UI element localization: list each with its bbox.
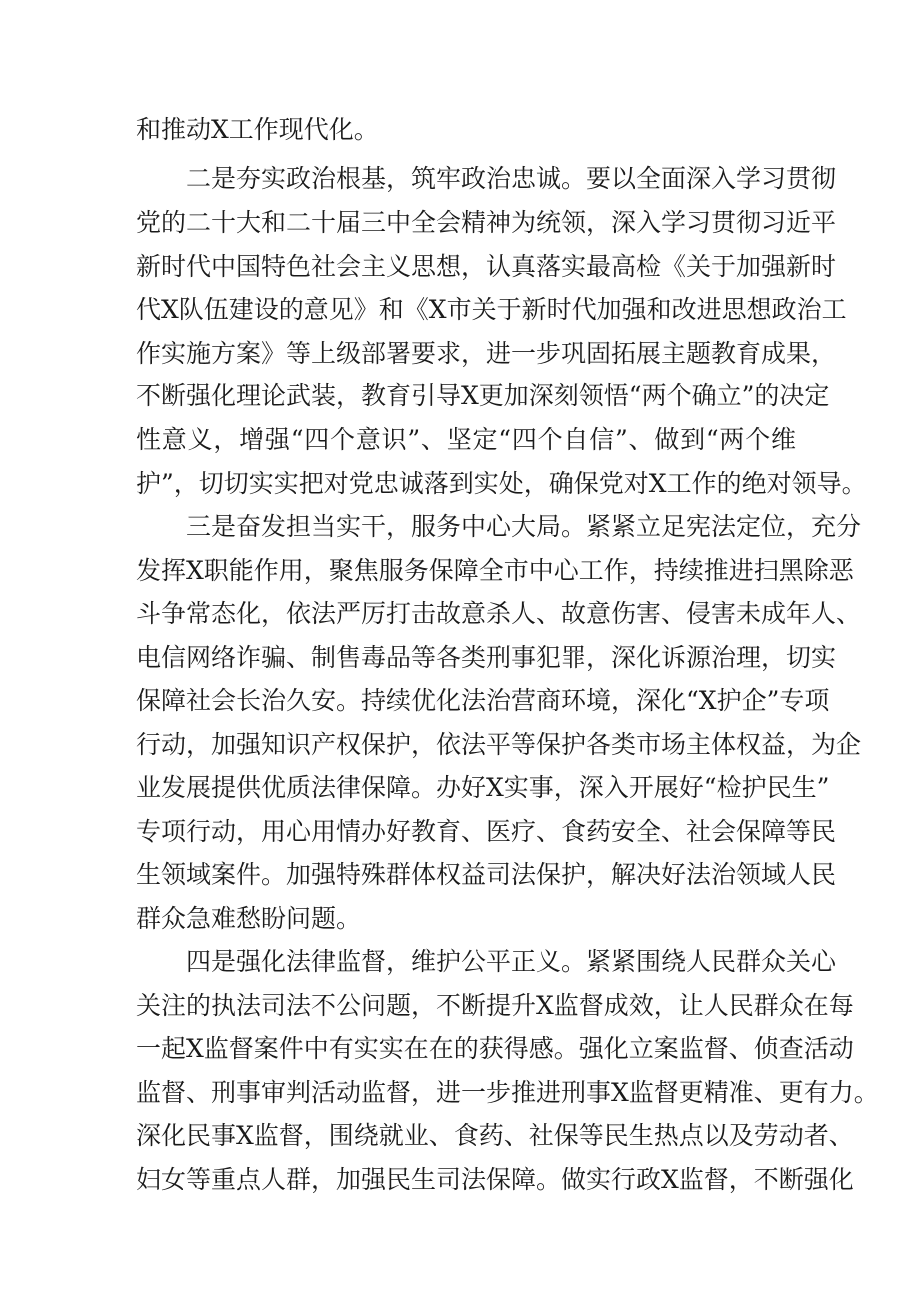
- text-line: 和推动X工作现代化。: [136, 115, 379, 144]
- text-line: 群众急难愁盼问题。: [136, 904, 362, 933]
- text-line: 业发展提供优质法律保障。办好X实事，深入开展好“检护民生”: [136, 773, 830, 802]
- text-line: 代X队伍建设的意见》和《X市关于新时代加强和改进思想政治工: [136, 295, 847, 324]
- text-line: 生领域案件。加强特殊群体权益司法保护，解决好法治领域人民: [136, 860, 837, 889]
- text-line: 三是奋发担当实干，服务中心大局。紧紧立足宪法定位，充分: [186, 512, 862, 541]
- text-line: 电信网络诈骗、制售毒品等各类刑事犯罪，深化诉源治理，切实: [136, 643, 837, 672]
- text-line: 二是夯实政治根基，筑牢政治忠诚。要以全面深入学习贯彻: [186, 164, 837, 193]
- text-line: 妇女等重点人群，加强民生司法保障。做实行政X监督，不断强化: [136, 1165, 854, 1194]
- text-line: 监督、刑事审判活动监督，进一步推进刑事X监督更精准、更有力。: [136, 1078, 879, 1107]
- text-line: 性意义，增强“四个意识”、坚定“四个自信”、做到“两个维: [136, 425, 796, 454]
- text-line: 深化民事X监督，围绕就业、食药、社保等民生热点以及劳动者、: [136, 1121, 854, 1150]
- text-line: 党的二十大和二十届三中全会精神为统领，深入学习贯彻习近平: [136, 208, 837, 237]
- text-line: 关注的执法司法不公问题，不断提升X监督成效，让人民群众在每: [136, 991, 854, 1020]
- text-line: 四是强化法律监督，维护公平正义。紧紧围绕人民群众关心: [186, 947, 837, 976]
- text-line: 不断强化理论武装，教育引导X更加深刻领悟“两个确立”的决定: [136, 381, 830, 410]
- text-line: 斗争常态化，依法严厉打击故意杀人、故意伤害、侵害未成年人、: [136, 599, 862, 628]
- text-line: 一起X监督案件中有实实在在的获得感。强化立案监督、侦查活动: [136, 1034, 854, 1063]
- text-line: 行动，加强知识产权保护，依法平等保护各类市场主体权益，为企: [136, 730, 862, 759]
- text-line: 护”，切切实实把对党忠诚落到实处，确保党对X工作的绝对领导。: [136, 469, 867, 498]
- text-line: 专项行动，用心用情办好教育、医疗、食药安全、社会保障等民: [136, 817, 837, 846]
- text-line: 新时代中国特色社会主义思想，认真落实最高检《关于加强新时: [136, 252, 837, 281]
- text-line: 保障社会长治久安。持续优化法治营商环境，深化“X护企”专项: [136, 686, 830, 715]
- text-line: 发挥X职能作用，聚焦服务保障全市中心工作，持续推进扫黑除恶: [136, 556, 854, 585]
- text-line: 作实施方案》等上级部署要求，进一步巩固拓展主题教育成果，: [136, 339, 837, 368]
